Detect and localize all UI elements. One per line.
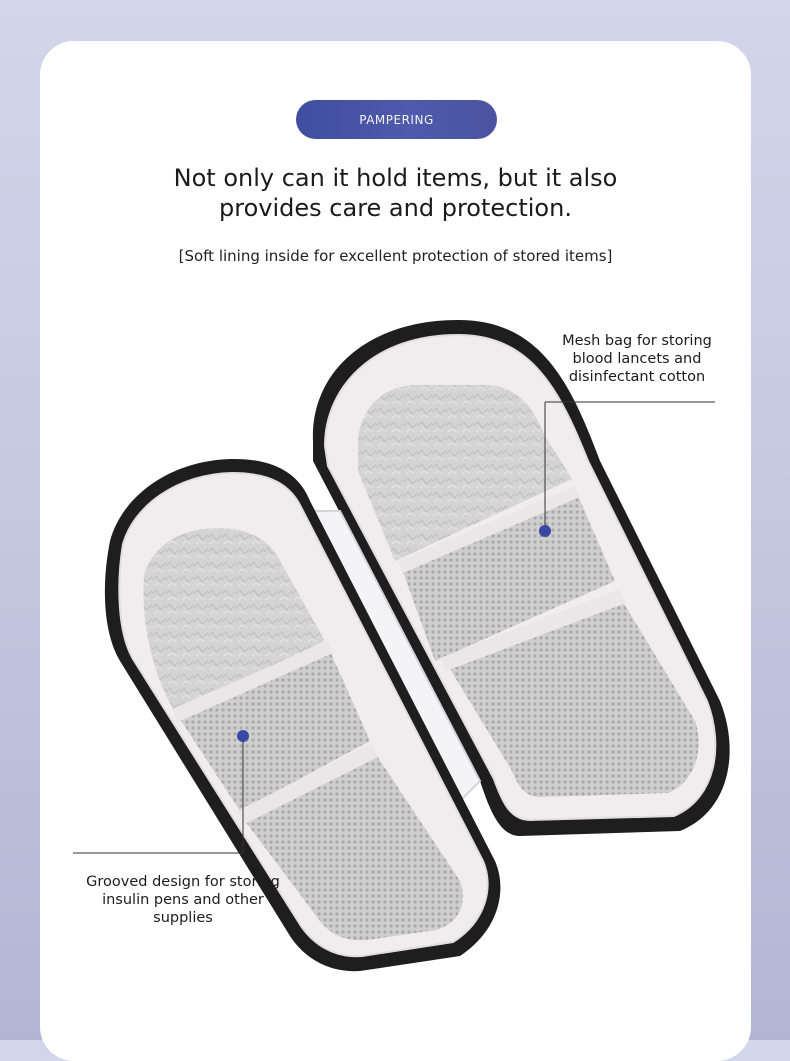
mesh-bag-callout-line-1: Mesh bag for storing bbox=[562, 333, 712, 349]
grooved-design-marker-dot bbox=[237, 730, 249, 742]
headline-line-2: provides care and protection. bbox=[219, 194, 572, 222]
product-card bbox=[40, 41, 751, 1061]
mesh-bag-callout bbox=[548, 332, 726, 386]
grooved-design-callout-line-2: insulin pens and other bbox=[102, 892, 264, 908]
mesh-bag-marker-dot bbox=[539, 525, 551, 537]
mesh-bag-callout-line-2: blood lancets and bbox=[572, 351, 702, 367]
subheadline: [Soft lining inside for excellent protection of stored items] bbox=[178, 247, 613, 265]
grooved-design-callout-line-1: Grooved design for storing bbox=[86, 874, 280, 890]
pampering-badge: PAMPERING bbox=[296, 100, 497, 139]
grooved-design-callout-line-3: supplies bbox=[153, 910, 213, 926]
headline-line-1: Not only can it hold items, but it also bbox=[173, 164, 618, 192]
grooved-design-callout bbox=[74, 873, 292, 927]
mesh-bag-callout-line-3: disinfectant cotton bbox=[568, 369, 706, 385]
